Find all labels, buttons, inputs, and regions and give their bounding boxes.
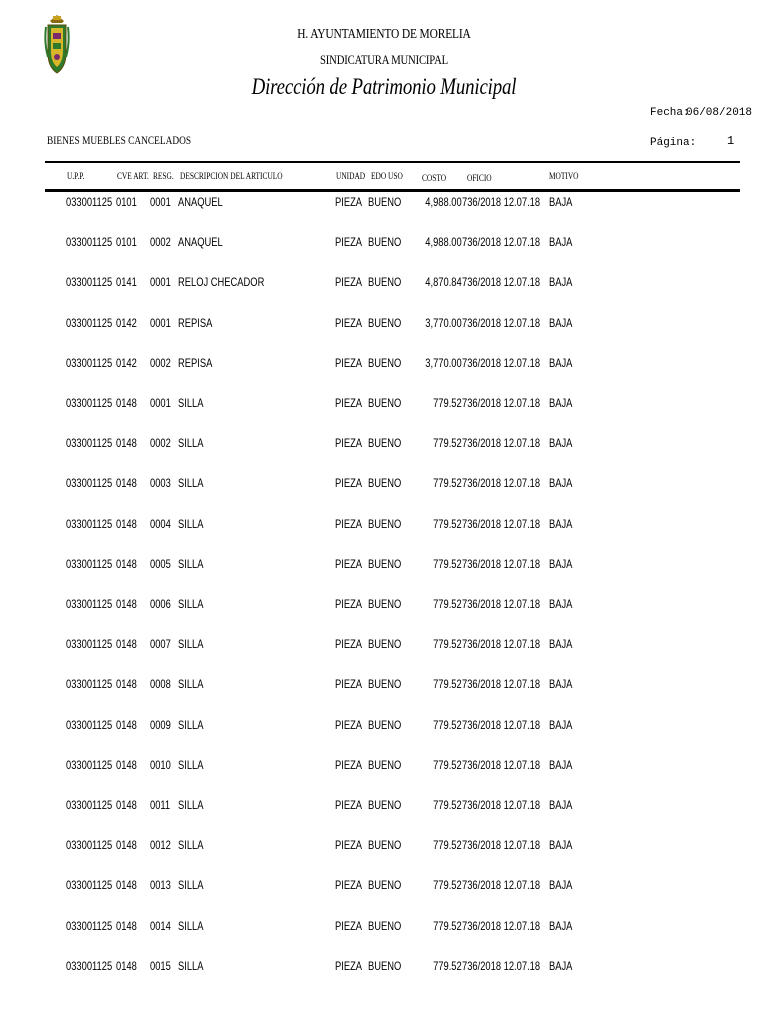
cell-costo: 779.52 (433, 918, 462, 933)
col-header-oficio: OFICIO (467, 173, 492, 183)
cell-motivo: BAJA (549, 637, 573, 652)
cell-unidad: PIEZA (335, 556, 363, 571)
cell-resg: 0007 (150, 637, 171, 652)
cell-unidad: PIEZA (335, 597, 363, 611)
cell-edo: BUENO (368, 677, 402, 692)
cell-desc: SILLA (178, 717, 204, 732)
cell-desc: SILLA (178, 677, 204, 692)
cell-motivo: BAJA (549, 958, 573, 973)
table-row (0, 758, 768, 778)
cell-unidad: PIEZA (335, 436, 363, 451)
table-row (0, 878, 768, 898)
cell-unidad: PIEZA (335, 275, 363, 290)
cell-cve: 0148 (116, 958, 137, 973)
cell-unidad: PIEZA (335, 677, 363, 692)
cell-cve: 0148 (116, 476, 137, 491)
cell-unidad: PIEZA (335, 195, 363, 209)
report-title: BIENES MUEBLES CANCELADOS (47, 133, 192, 147)
cell-resg: 0005 (150, 556, 171, 571)
cell-motivo: BAJA (549, 436, 573, 451)
cell-upp: 033001125 (66, 798, 113, 812)
cell-oficio: 736/2018 12.07.18 (462, 637, 541, 652)
cell-motivo: BAJA (549, 757, 573, 772)
cell-desc: SILLA (178, 436, 204, 451)
cell-unidad: PIEZA (335, 798, 363, 812)
cell-motivo: BAJA (549, 556, 573, 571)
cell-oficio: 736/2018 12.07.18 (462, 918, 541, 933)
cell-motivo: BAJA (549, 838, 573, 853)
col-header-desc: DESCRIPCION DEL ARTICULO (180, 171, 283, 181)
cell-upp: 033001125 (66, 717, 113, 732)
cell-resg: 0001 (150, 275, 171, 290)
cell-oficio: 736/2018 12.07.18 (462, 436, 541, 451)
cell-unidad: PIEZA (335, 717, 363, 732)
col-header-cve: CVE ART. (117, 171, 149, 181)
cell-cve: 0141 (116, 275, 137, 290)
cell-oficio: 736/2018 12.07.18 (462, 717, 541, 732)
cell-cve: 0148 (116, 556, 137, 571)
cell-upp: 033001125 (66, 235, 113, 250)
cell-edo: BUENO (368, 355, 402, 370)
cell-desc: ANAQUEL (178, 195, 223, 209)
cell-edo: BUENO (368, 436, 402, 451)
cell-edo: BUENO (368, 958, 402, 973)
cell-upp: 033001125 (66, 757, 113, 772)
cell-costo: 779.52 (433, 717, 462, 732)
cell-desc: SILLA (178, 958, 204, 973)
cell-oficio: 736/2018 12.07.18 (462, 878, 541, 893)
cell-unidad: PIEZA (335, 878, 363, 893)
directorate-name: Dirección de Patrimonio Municipal (251, 74, 517, 99)
table-row (0, 677, 768, 697)
cell-oficio: 736/2018 12.07.18 (462, 235, 541, 250)
table-row (0, 597, 768, 617)
cell-motivo: BAJA (549, 195, 573, 209)
cell-costo: 779.52 (433, 396, 462, 410)
cell-edo: BUENO (368, 235, 402, 250)
fecha-label: Fecha: (650, 107, 690, 119)
cell-resg: 0002 (150, 235, 171, 250)
cell-upp: 033001125 (66, 958, 113, 973)
cell-costo: 779.52 (433, 677, 462, 692)
table-row (0, 919, 768, 939)
cell-unidad: PIEZA (335, 235, 363, 250)
cell-oficio: 736/2018 12.07.18 (462, 315, 541, 330)
cell-cve: 0148 (116, 757, 137, 772)
cell-motivo: BAJA (549, 516, 573, 531)
cell-resg: 0010 (150, 757, 171, 772)
cell-oficio: 736/2018 12.07.18 (462, 757, 541, 772)
cell-resg: 0006 (150, 597, 171, 611)
cell-oficio: 736/2018 12.07.18 (462, 355, 541, 370)
cell-edo: BUENO (368, 556, 402, 571)
table-row (0, 316, 768, 336)
col-header-motivo: MOTIVO (549, 171, 579, 181)
cell-cve: 0148 (116, 677, 137, 692)
cell-edo: BUENO (368, 597, 402, 611)
cell-desc: ANAQUEL (178, 235, 223, 250)
cell-motivo: BAJA (549, 878, 573, 893)
cell-costo: 3,770.00 (425, 315, 462, 330)
cell-unidad: PIEZA (335, 757, 363, 772)
cell-upp: 033001125 (66, 677, 113, 692)
cell-costo: 779.52 (433, 476, 462, 491)
table-row (0, 517, 768, 537)
cell-desc: REPISA (178, 355, 213, 370)
cell-desc: SILLA (178, 798, 204, 812)
table-row (0, 838, 768, 858)
pagina-label: Página: (650, 137, 697, 149)
cell-edo: BUENO (368, 275, 402, 290)
cell-unidad: PIEZA (335, 637, 363, 652)
table-row (0, 798, 768, 818)
cell-motivo: BAJA (549, 717, 573, 732)
cell-resg: 0011 (150, 798, 171, 812)
cell-costo: 779.52 (433, 757, 462, 772)
department-name: SINDICATURA MUNICIPAL (320, 52, 448, 67)
cell-costo: 779.52 (433, 436, 462, 451)
cell-cve: 0148 (116, 436, 137, 451)
table-row (0, 718, 768, 738)
header-rule-bottom (45, 189, 740, 192)
cell-edo: BUENO (368, 476, 402, 491)
table-row (0, 396, 768, 416)
table-row (0, 235, 768, 255)
cell-upp: 033001125 (66, 637, 113, 652)
cell-cve: 0148 (116, 838, 137, 853)
cell-desc: SILLA (178, 838, 204, 853)
col-header-edo: EDO USO (371, 171, 403, 181)
cell-desc: SILLA (178, 396, 204, 410)
col-header-upp: U.P.P. (67, 171, 85, 181)
cell-edo: BUENO (368, 195, 402, 209)
col-header-resg: RESG. (153, 171, 174, 181)
pagina-value: 1 (727, 134, 735, 148)
cell-edo: BUENO (368, 717, 402, 732)
cell-upp: 033001125 (66, 838, 113, 853)
cell-motivo: BAJA (549, 396, 573, 410)
table-row (0, 195, 768, 215)
cell-unidad: PIEZA (335, 355, 363, 370)
cell-costo: 4,988.00 (425, 195, 462, 209)
cell-resg: 0008 (150, 677, 171, 692)
table-row (0, 476, 768, 496)
cell-costo: 779.52 (433, 838, 462, 853)
cell-desc: SILLA (178, 516, 204, 531)
cell-resg: 0012 (150, 838, 171, 853)
cell-upp: 033001125 (66, 918, 113, 933)
cell-motivo: BAJA (549, 597, 573, 611)
cell-cve: 0148 (116, 516, 137, 531)
table-row (0, 356, 768, 376)
cell-costo: 779.52 (433, 637, 462, 652)
cell-costo: 3,770.00 (425, 355, 462, 370)
cell-costo: 779.52 (433, 556, 462, 571)
cell-resg: 0002 (150, 436, 171, 451)
table-row (0, 436, 768, 456)
cell-edo: BUENO (368, 516, 402, 531)
cell-desc: SILLA (178, 757, 204, 772)
cell-unidad: PIEZA (335, 838, 363, 853)
cell-desc: REPISA (178, 315, 213, 330)
cell-upp: 033001125 (66, 516, 113, 531)
cell-unidad: PIEZA (335, 476, 363, 491)
cell-edo: BUENO (368, 838, 402, 853)
cell-resg: 0001 (150, 195, 171, 209)
cell-oficio: 736/2018 12.07.18 (462, 396, 541, 410)
cell-edo: BUENO (368, 396, 402, 410)
cell-motivo: BAJA (549, 798, 573, 812)
fecha-value: 06/08/2018 (686, 107, 753, 119)
cell-motivo: BAJA (549, 677, 573, 692)
cell-resg: 0014 (150, 918, 171, 933)
cell-motivo: BAJA (549, 275, 573, 290)
cell-cve: 0148 (116, 396, 137, 410)
cell-edo: BUENO (368, 878, 402, 893)
cell-resg: 0015 (150, 958, 171, 973)
cell-oficio: 736/2018 12.07.18 (462, 677, 541, 692)
cell-motivo: BAJA (549, 235, 573, 250)
cell-unidad: PIEZA (335, 396, 363, 410)
cell-desc: SILLA (178, 918, 204, 933)
cell-upp: 033001125 (66, 476, 113, 491)
cell-oficio: 736/2018 12.07.18 (462, 798, 541, 812)
cell-cve: 0148 (116, 637, 137, 652)
coat-of-arms-logo (44, 13, 70, 77)
cell-costo: 4,988.00 (425, 235, 462, 250)
cell-oficio: 736/2018 12.07.18 (462, 838, 541, 853)
cell-oficio: 736/2018 12.07.18 (462, 476, 541, 491)
cell-upp: 033001125 (66, 597, 113, 611)
cell-oficio: 736/2018 12.07.18 (462, 275, 541, 290)
cell-resg: 0003 (150, 476, 171, 491)
cell-desc: SILLA (178, 637, 204, 652)
cell-edo: BUENO (368, 918, 402, 933)
cell-costo: 4,870.84 (425, 275, 462, 290)
cell-costo: 779.52 (433, 958, 462, 973)
cell-cve: 0148 (116, 717, 137, 732)
cell-desc: RELOJ CHECADOR (178, 275, 265, 290)
cell-cve: 0148 (116, 597, 137, 611)
col-header-unidad: UNIDAD (336, 171, 366, 181)
table-row (0, 637, 768, 657)
table-row (0, 275, 768, 295)
cell-motivo: BAJA (549, 315, 573, 330)
cell-upp: 033001125 (66, 436, 113, 451)
cell-resg: 0009 (150, 717, 171, 732)
cell-oficio: 736/2018 12.07.18 (462, 597, 541, 611)
cell-unidad: PIEZA (335, 918, 363, 933)
header-rule-top (45, 161, 740, 163)
cell-resg: 0001 (150, 396, 171, 410)
cell-upp: 033001125 (66, 878, 113, 893)
cell-motivo: BAJA (549, 355, 573, 370)
cell-upp: 033001125 (66, 556, 113, 571)
cell-costo: 779.52 (433, 597, 462, 611)
cell-cve: 0101 (116, 235, 137, 250)
cell-desc: SILLA (178, 597, 204, 611)
cell-motivo: BAJA (549, 918, 573, 933)
cell-oficio: 736/2018 12.07.18 (462, 516, 541, 531)
org-name: H. AYUNTAMIENTO DE MORELIA (297, 27, 471, 42)
cell-upp: 033001125 (66, 396, 113, 410)
cell-desc: SILLA (178, 878, 204, 893)
table-row (0, 557, 768, 577)
cell-costo: 779.52 (433, 878, 462, 893)
cell-oficio: 736/2018 12.07.18 (462, 958, 541, 973)
cell-unidad: PIEZA (335, 315, 363, 330)
cell-desc: SILLA (178, 476, 204, 491)
cell-oficio: 736/2018 12.07.18 (462, 556, 541, 571)
table-row (0, 959, 768, 979)
cell-upp: 033001125 (66, 195, 113, 209)
cell-upp: 033001125 (66, 355, 113, 370)
cell-edo: BUENO (368, 315, 402, 330)
cell-resg: 0004 (150, 516, 171, 531)
cell-resg: 0002 (150, 355, 171, 370)
cell-desc: SILLA (178, 556, 204, 571)
cell-costo: 779.52 (433, 798, 462, 812)
cell-resg: 0013 (150, 878, 171, 893)
cell-cve: 0148 (116, 918, 137, 933)
cell-cve: 0101 (116, 195, 137, 209)
cell-edo: BUENO (368, 798, 402, 812)
cell-unidad: PIEZA (335, 516, 363, 531)
cell-resg: 0001 (150, 315, 171, 330)
cell-costo: 779.52 (433, 516, 462, 531)
cell-edo: BUENO (368, 757, 402, 772)
cell-motivo: BAJA (549, 476, 573, 491)
cell-cve: 0148 (116, 798, 137, 812)
col-header-costo: COSTO (422, 173, 447, 183)
cell-cve: 0148 (116, 878, 137, 893)
cell-unidad: PIEZA (335, 958, 363, 973)
cell-cve: 0142 (116, 315, 137, 330)
cell-edo: BUENO (368, 637, 402, 652)
cell-upp: 033001125 (66, 275, 113, 290)
cell-upp: 033001125 (66, 315, 113, 330)
cell-cve: 0142 (116, 355, 137, 370)
cell-oficio: 736/2018 12.07.18 (462, 195, 541, 209)
